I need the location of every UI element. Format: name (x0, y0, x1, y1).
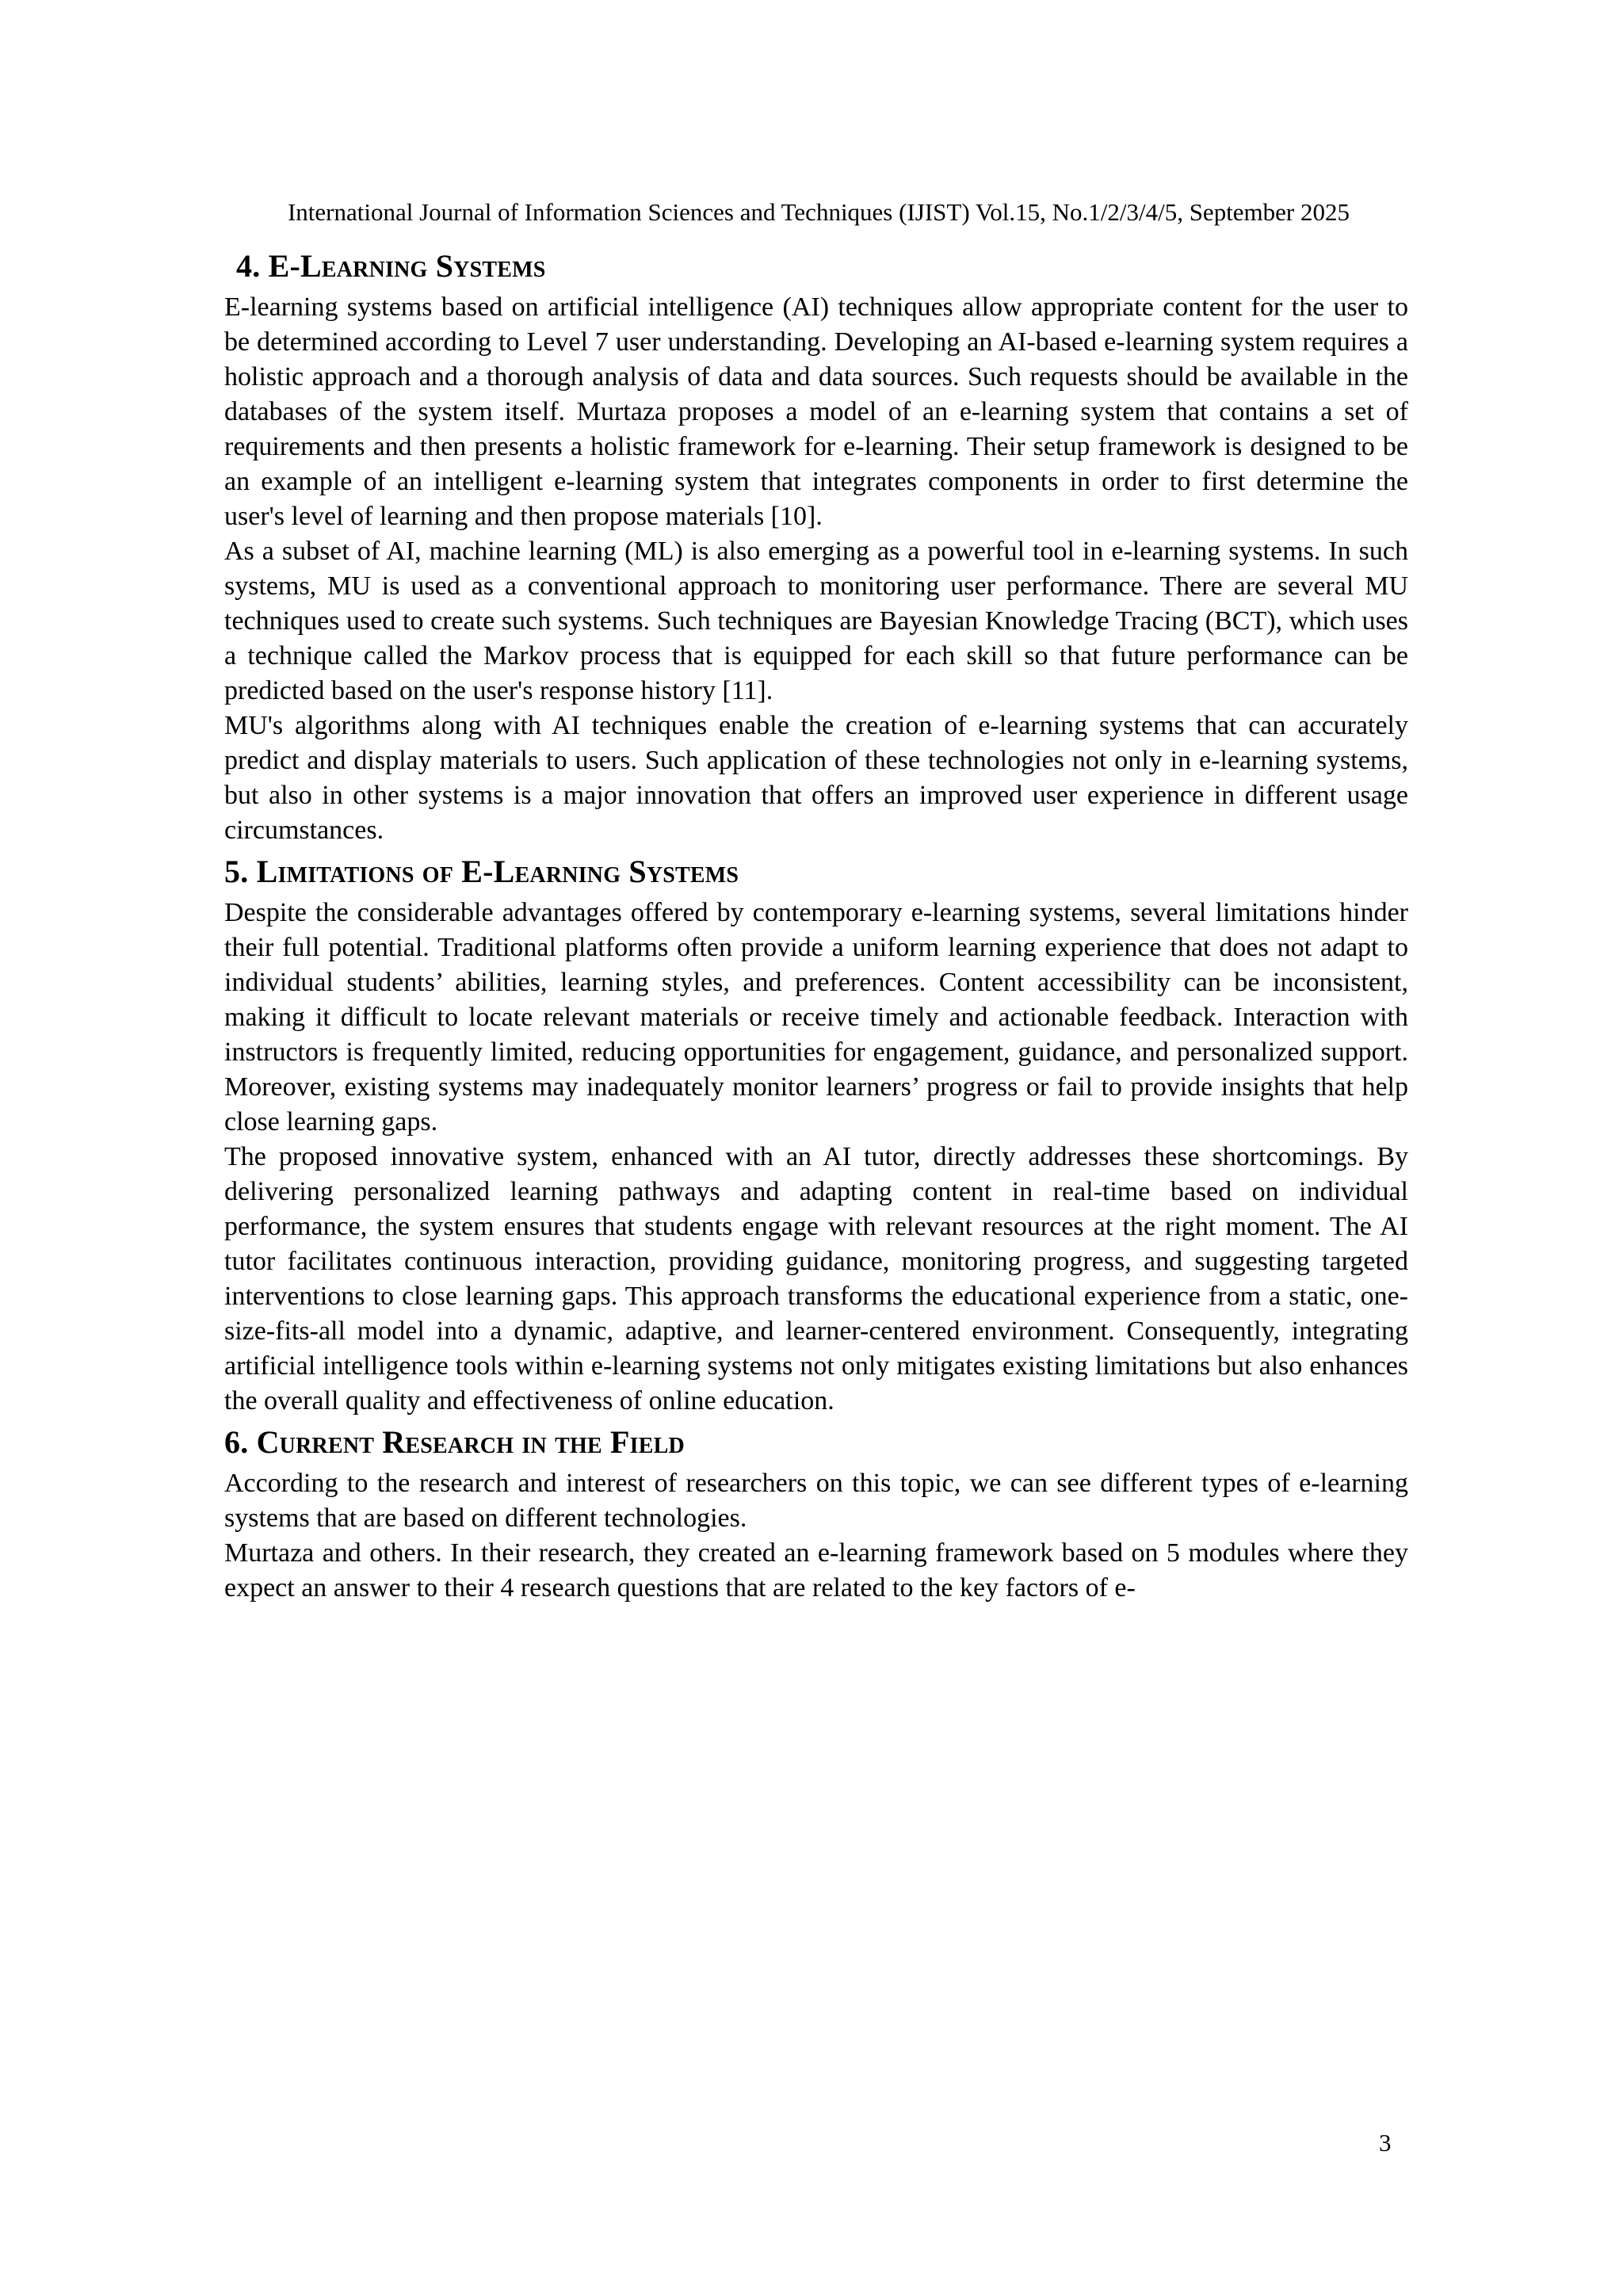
section-4-paragraph-1: E-learning systems based on artificial intelligence (AI) techniques allow appropriate content for the user to be determined according to Level 7 user understanding. Developing an AI-based e-learning system requires a holistic approach and a thorough analysis of data and data sources. Such requests should be available in the databases of the system itself. Murtaza proposes a model of an e-learning system that contains a set of requirements and then presents a holistic framework for e-learning. Their setup framework is designed to be an example of an intelligent e-learning system that integrates components in order to first determine the user's level of learning and then propose materials [10]. (224, 292, 1408, 531)
section-heading-6: 6. Current Research in the Field (224, 1424, 685, 1460)
section-heading-5: 5. Limitations of E-Learning Systems (224, 854, 739, 889)
page-number: 3 (1379, 2129, 1392, 2157)
page-body (224, 243, 1408, 1606)
section-4-paragraph-2: As a subset of AI, machine learning (ML) is also emerging as a powerful tool in e-learning systems. In such systems, MU is used as a conventional approach to monitoring user performance. There are several MU techniques used to create such systems. Such techniques are Bayesian Knowledge Tracing (BCT), which uses a technique called the Markov process that is equipped for each skill so that future performance can be predicted based on the user's response history [11]. (224, 537, 1408, 705)
running-header: International Journal of Information Sciences and Techniques (IJIST) Vol.15, No.1/2/3/4/5, September 2025 (287, 198, 1350, 226)
section-4-paragraph-3: MU's algorithms along with AI techniques enable the creation of e-learning systems that can accurately predict and display materials to users. Such application of these technologies not only in e-learning systems, but also in other systems is a major innovation that offers an improved user experience in different usage circumstances. (224, 711, 1408, 845)
section-heading-4: 4. E-Learning Systems (236, 248, 546, 284)
section-6-paragraph-2: Murtaza and others. In their research, they created an e-learning framework based on 5 modules where they expect an answer to their 4 research questions that are related to the key factors of e- (224, 1538, 1408, 1603)
section-5-paragraph-1: Despite the considerable advantages offered by contemporary e-learning systems, several limitations hinder their full potential. Traditional platforms often provide a uniform learning experience that does not adapt to individual students’ abilities, learning styles, and preferences. Content accessibility can be inconsistent, making it difficult to locate relevant materials or receive timely and actionable feedback. Interaction with instructors is frequently limited, reducing opportunities for engagement, guidance, and personalized support. Moreover, existing systems may inadequately monitor learners’ progress or fail to provide insights that help close learning gaps. (224, 898, 1408, 1137)
section-5-paragraph-2: The proposed innovative system, enhanced with an AI tutor, directly addresses these shortcomings. By delivering personalized learning pathways and adapting content in real-time based on individual performance, the system ensures that students engage with relevant resources at the right moment. The AI tutor facilitates continuous interaction, providing guidance, monitoring progress, and suggesting targeted interventions to close learning gaps. This approach transforms the educational experience from a static, one-size-fits-all model into a dynamic, adaptive, and learner-centered environment. Consequently, integrating artificial intelligence tools within e-learning systems not only mitigates existing limitations but also enhances the overall quality and effectiveness of online education. (224, 1142, 1408, 1415)
section-6-paragraph-1: According to the research and interest of researchers on this topic, we can see different types of e-learning systems that are based on different technologies. (224, 1469, 1408, 1533)
